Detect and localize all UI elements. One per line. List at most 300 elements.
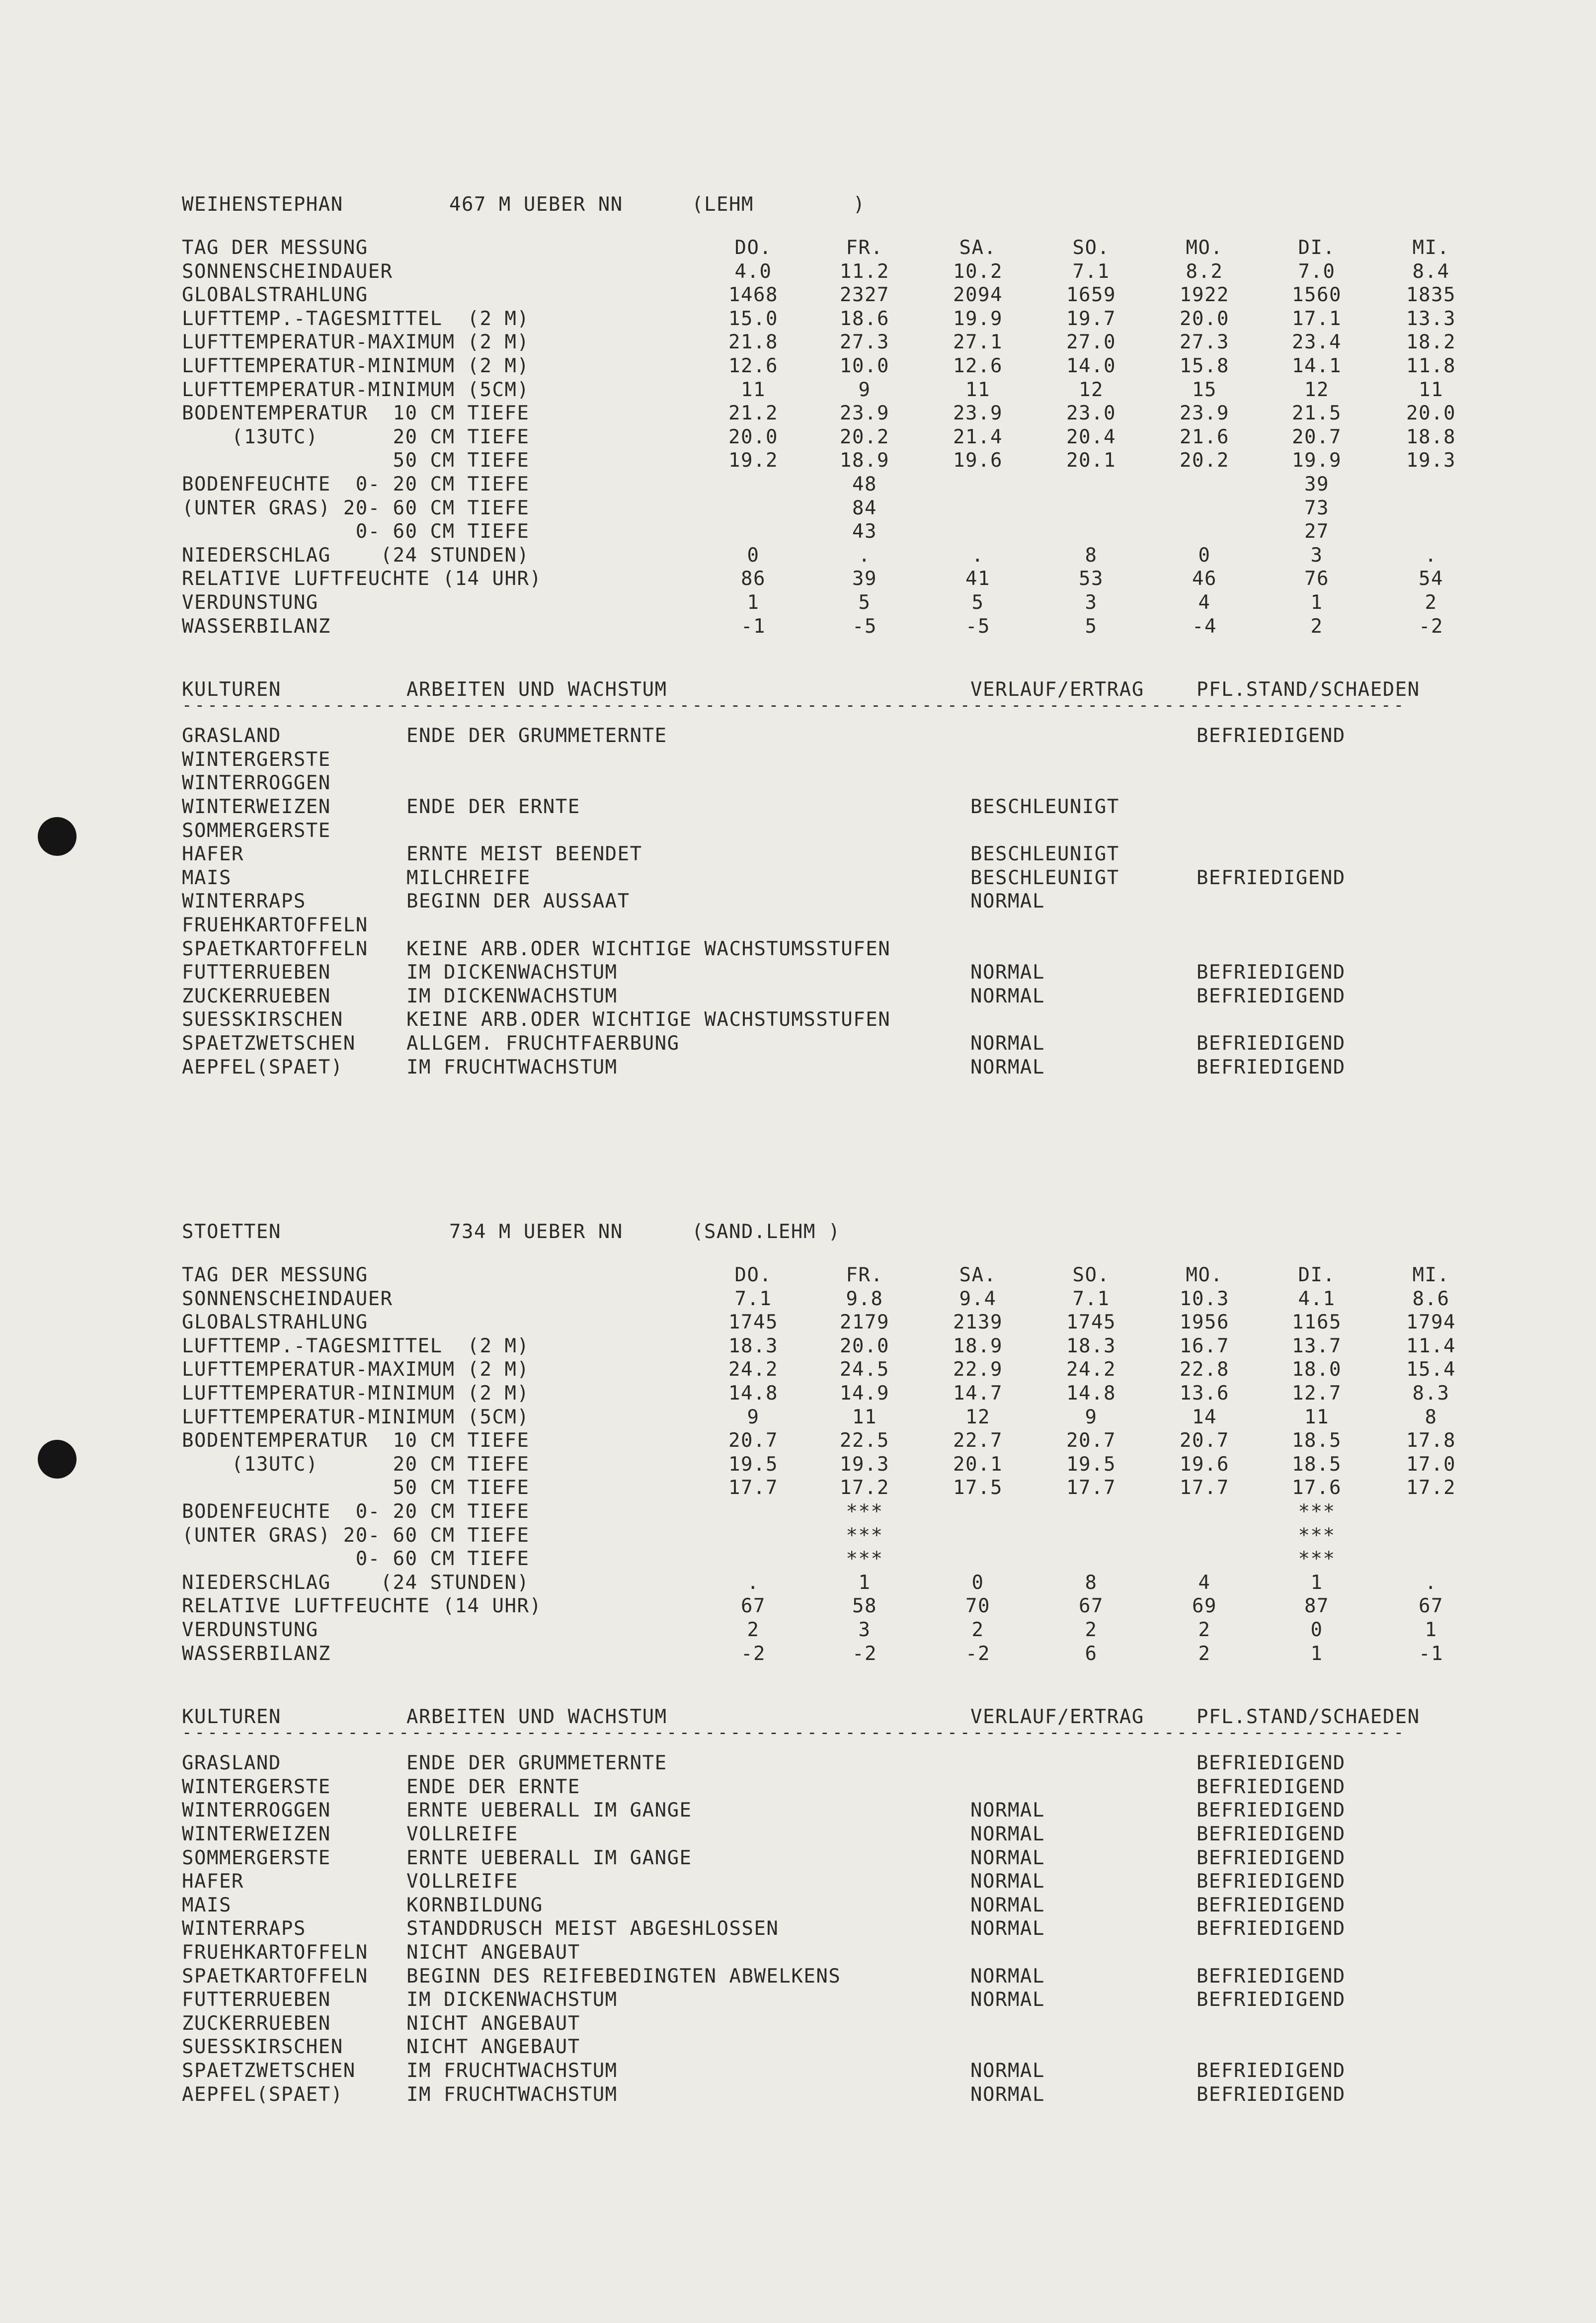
- weather-value: 4.1: [1298, 1287, 1336, 1310]
- station-name: STOETTEN: [182, 1221, 281, 1243]
- weather-row-label: VERDUNSTUNG: [182, 591, 319, 614]
- weather-value: 19.7: [1066, 307, 1116, 330]
- weather-value: 1: [1310, 1571, 1323, 1594]
- weather-value: 0: [1198, 544, 1211, 567]
- crop-name: WINTERRAPS: [182, 1917, 306, 1940]
- crop-name: FRUEHKARTOFFELN: [182, 1941, 368, 1964]
- punch-hole-icon: [38, 817, 77, 856]
- weather-value: 24.5: [840, 1358, 889, 1381]
- weather-value: 15.4: [1406, 1358, 1456, 1381]
- crop-condition: BEFRIEDIGEND: [1197, 1752, 1346, 1775]
- weather-value: 20.2: [840, 425, 889, 448]
- weather-row-label: LUFTTEMPERATUR-MINIMUM (5CM): [182, 378, 530, 401]
- weather-row-label: 50 CM TIEFE: [182, 1477, 530, 1499]
- weather-value: 3: [1310, 544, 1323, 567]
- weather-value: 17.7: [1066, 1477, 1116, 1499]
- weather-value: 1165: [1292, 1311, 1342, 1334]
- weather-value: 2179: [840, 1311, 889, 1334]
- weather-value: 11.2: [840, 260, 889, 283]
- crop-work: KEINE ARB.ODER WICHTIGE WACHSTUMSSTUFEN: [406, 937, 891, 960]
- weather-row-label: (13UTC) 20 CM TIEFE: [182, 425, 530, 448]
- weather-value: 23.9: [840, 402, 889, 425]
- weather-value: 21.8: [728, 331, 778, 354]
- weather-row-label: GLOBALSTRAHLUNG: [182, 1311, 368, 1334]
- crop-name: SPAETZWETSCHEN: [182, 1032, 356, 1055]
- weather-row-label: BODENTEMPERATUR 10 CM TIEFE: [182, 1429, 530, 1452]
- weather-value: 27.3: [840, 331, 889, 354]
- weather-row-label: (13UTC) 20 CM TIEFE: [182, 1453, 530, 1476]
- weather-value: 20.7: [1292, 425, 1342, 448]
- weather-value: -4: [1192, 615, 1217, 638]
- weather-row-label: 50 CM TIEFE: [182, 449, 530, 472]
- crop-work: NICHT ANGEBAUT: [406, 2012, 580, 2035]
- crop-condition: BEFRIEDIGEND: [1197, 1775, 1346, 1798]
- crop-course: BESCHLEUNIGT: [970, 796, 1119, 818]
- crop-work: IM DICKENWACHSTUM: [406, 1989, 618, 2011]
- weather-row-label: 0- 60 CM TIEFE: [182, 520, 530, 543]
- weather-value: ***: [1298, 1500, 1336, 1523]
- weather-value: 2: [1198, 1619, 1211, 1641]
- crop-condition: BEFRIEDIGEND: [1197, 2083, 1346, 2106]
- weather-value: 19.5: [1066, 1453, 1116, 1476]
- station-soil: (SAND.LEHM ): [692, 1221, 841, 1243]
- weather-value: 1745: [1066, 1311, 1116, 1334]
- weather-row-label: 0- 60 CM TIEFE: [182, 1548, 530, 1571]
- weather-value: 14.9: [840, 1382, 889, 1405]
- weather-value: 54: [1419, 568, 1443, 590]
- crop-condition: BEFRIEDIGEND: [1197, 1056, 1346, 1079]
- weather-value: 27: [1304, 520, 1329, 543]
- weather-value: 20.2: [1180, 449, 1229, 472]
- crop-course: NORMAL: [970, 961, 1045, 984]
- weather-row-label: (UNTER GRAS) 20- 60 CM TIEFE: [182, 1524, 530, 1547]
- weather-value: 20.7: [1180, 1429, 1229, 1452]
- weather-value: .: [858, 544, 871, 567]
- weather-value: -1: [741, 615, 766, 638]
- weather-row-label: LUFTTEMPERATUR-MINIMUM (2 M): [182, 355, 530, 377]
- crop-work: NICHT ANGEBAUT: [406, 2036, 580, 2059]
- crop-work: STANDDRUSCH MEIST ABGESHLOSSEN: [406, 1917, 779, 1940]
- crop-name: SOMMERGERSTE: [182, 819, 331, 842]
- crop-course: NORMAL: [970, 1965, 1045, 1988]
- weather-value: 7.1: [1072, 1287, 1110, 1310]
- crops-header-kulturen: KULTUREN: [182, 1706, 281, 1729]
- weather-row-label: VERDUNSTUNG: [182, 1619, 319, 1641]
- crop-name: WINTERRAPS: [182, 890, 306, 913]
- crop-name: SUESSKIRSCHEN: [182, 2036, 343, 2059]
- crop-condition: BEFRIEDIGEND: [1197, 1032, 1346, 1055]
- weather-value: 8.2: [1186, 260, 1223, 283]
- day-header: DO.: [734, 1264, 772, 1286]
- weather-value: 22.5: [840, 1429, 889, 1452]
- crop-course: NORMAL: [970, 1032, 1045, 1055]
- weather-value: 2: [1310, 615, 1323, 638]
- weather-value: 20.7: [728, 1429, 778, 1452]
- crop-work: IM DICKENWACHSTUM: [406, 985, 618, 1007]
- weather-value: 1: [1310, 591, 1323, 614]
- weather-value: 76: [1304, 568, 1329, 590]
- weather-value: 4: [1198, 591, 1211, 614]
- crop-name: SUESSKIRSCHEN: [182, 1008, 343, 1031]
- day-header: SO.: [1072, 1264, 1110, 1286]
- weather-value: 22.8: [1180, 1358, 1229, 1381]
- weather-row-label: LUFTTEMPERATUR-MINIMUM (2 M): [182, 1382, 530, 1405]
- weather-value: 14.0: [1066, 355, 1116, 377]
- crop-name: WINTERROGGEN: [182, 1799, 331, 1822]
- weather-value: 27.3: [1180, 331, 1229, 354]
- weather-value: 9: [747, 1406, 760, 1428]
- crop-work: MILCHREIFE: [406, 866, 531, 889]
- weather-value: 46: [1192, 568, 1217, 590]
- weather-value: 2: [1425, 591, 1437, 614]
- crop-course: NORMAL: [970, 985, 1045, 1007]
- crop-name: AEPFEL(SPAET): [182, 1056, 343, 1079]
- station-altitude: 467 M UEBER NN: [449, 193, 623, 216]
- weather-value: 1745: [728, 1311, 778, 1334]
- weather-value: 8.6: [1412, 1287, 1450, 1310]
- weather-row-label: NIEDERSCHLAG (24 STUNDEN): [182, 544, 530, 567]
- weather-value: 8: [1085, 1571, 1098, 1594]
- weather-value: -1: [1419, 1642, 1443, 1665]
- crop-condition: BEFRIEDIGEND: [1197, 725, 1346, 747]
- weather-value: 2094: [953, 284, 1003, 307]
- weather-value: 43: [852, 520, 877, 543]
- crop-course: NORMAL: [970, 1917, 1045, 1940]
- weather-value: 17.0: [1406, 1453, 1456, 1476]
- crop-name: FUTTERRUEBEN: [182, 1989, 331, 2011]
- weather-value: 17.7: [1180, 1477, 1229, 1499]
- weather-value: .: [747, 1571, 760, 1594]
- weather-value: 19.9: [1292, 449, 1342, 472]
- weather-value: 0: [1310, 1619, 1323, 1641]
- weather-value: 67: [1419, 1595, 1443, 1618]
- crop-work: ENDE DER ERNTE: [406, 796, 580, 818]
- weather-value: 11: [1419, 378, 1443, 401]
- weather-value: 15.0: [728, 307, 778, 330]
- crop-condition: BEFRIEDIGEND: [1197, 866, 1346, 889]
- weather-row-label: SONNENSCHEINDAUER: [182, 260, 393, 283]
- weather-value: 20.7: [1066, 1429, 1116, 1452]
- weather-value: 11: [965, 378, 990, 401]
- weather-value: 14.8: [728, 1382, 778, 1405]
- weather-value: 18.3: [1066, 1334, 1116, 1357]
- day-header: SA.: [959, 237, 997, 259]
- weather-value: 2: [1085, 1619, 1098, 1641]
- weather-value: 21.6: [1180, 425, 1229, 448]
- weather-value: 19.2: [728, 449, 778, 472]
- weather-value: 10.2: [953, 260, 1003, 283]
- crops-separator: ------------------------------------------------------------------------------------------------: [182, 695, 1407, 716]
- weather-value: 4.0: [734, 260, 772, 283]
- weather-value: 17.5: [953, 1477, 1003, 1499]
- day-header: SO.: [1072, 237, 1110, 259]
- weather-value: 9: [1085, 1406, 1098, 1428]
- day-header: DI.: [1298, 237, 1336, 259]
- weather-value: 27.0: [1066, 331, 1116, 354]
- crop-condition: BEFRIEDIGEND: [1197, 985, 1346, 1007]
- measurement-day-label: TAG DER MESSUNG: [182, 1264, 368, 1286]
- weather-value: 48: [852, 473, 877, 496]
- weather-value: 7.0: [1298, 260, 1336, 283]
- weather-value: 15.8: [1180, 355, 1229, 377]
- crop-work: VOLLREIFE: [406, 1823, 518, 1845]
- crop-work: BEGINN DER AUSSAAT: [406, 890, 630, 913]
- weather-value: 4: [1198, 1571, 1211, 1594]
- crop-course: NORMAL: [970, 890, 1045, 913]
- weather-row-label: BODENTEMPERATUR 10 CM TIEFE: [182, 402, 530, 425]
- weather-value: 14: [1192, 1406, 1217, 1428]
- crops-header-arbeiten: ARBEITEN UND WACHSTUM: [406, 678, 667, 701]
- weather-value: .: [1425, 544, 1437, 567]
- crop-name: WINTERGERSTE: [182, 748, 331, 771]
- weather-value: 11.8: [1406, 355, 1456, 377]
- weather-row-label: GLOBALSTRAHLUNG: [182, 284, 368, 307]
- weather-value: 19.5: [728, 1453, 778, 1476]
- weather-value: 19.3: [1406, 449, 1456, 472]
- weather-value: 12.6: [728, 355, 778, 377]
- crop-course: NORMAL: [970, 2060, 1045, 2082]
- weather-value: -2: [1419, 615, 1443, 638]
- crop-name: WINTERROGGEN: [182, 772, 331, 795]
- crop-work: IM FRUCHTWACHSTUM: [406, 1056, 618, 1079]
- weather-value: 12: [1079, 378, 1104, 401]
- weather-value: 20.0: [1180, 307, 1229, 330]
- weather-row-label: LUFTTEMPERATUR-MINIMUM (5CM): [182, 1406, 530, 1428]
- weather-value: 6: [1085, 1642, 1098, 1665]
- weather-row-label: LUFTTEMP.-TAGESMITTEL (2 M): [182, 307, 530, 330]
- crops-header-verlauf: VERLAUF/ERTRAG: [970, 678, 1144, 701]
- weather-value: 20.1: [1066, 449, 1116, 472]
- weather-value: 20.1: [953, 1453, 1003, 1476]
- station-altitude: 734 M UEBER NN: [449, 1221, 623, 1243]
- weather-value: 18.0: [1292, 1358, 1342, 1381]
- crop-condition: BEFRIEDIGEND: [1197, 1917, 1346, 1940]
- weather-value: 11: [741, 378, 766, 401]
- weather-value: 14.8: [1066, 1382, 1116, 1405]
- station-name: WEIHENSTEPHAN: [182, 193, 343, 216]
- weather-value: 20.0: [840, 1334, 889, 1357]
- weather-value: 8.3: [1412, 1382, 1450, 1405]
- crop-name: FUTTERRUEBEN: [182, 961, 331, 984]
- crops-header-stand: PFL.STAND/SCHAEDEN: [1197, 1706, 1420, 1729]
- weather-value: 16.7: [1180, 1334, 1229, 1357]
- weather-value: -2: [741, 1642, 766, 1665]
- weather-value: 53: [1079, 568, 1104, 590]
- weather-value: 18.2: [1406, 331, 1456, 354]
- crop-course: BESCHLEUNIGT: [970, 843, 1119, 866]
- weather-value: 39: [1304, 473, 1329, 496]
- crop-work: BEGINN DES REIFEBEDINGTEN ABWELKENS: [406, 1965, 841, 1988]
- crop-name: SPAETKARTOFFELN: [182, 1965, 368, 1988]
- crop-course: NORMAL: [970, 1846, 1045, 1869]
- station-soil: (LEHM ): [692, 193, 866, 216]
- weather-row-label: LUFTTEMPERATUR-MAXIMUM (2 M): [182, 331, 530, 354]
- weather-value: 23.9: [1180, 402, 1229, 425]
- weather-value: ***: [846, 1548, 883, 1571]
- weather-value: 18.9: [840, 449, 889, 472]
- day-header: MI.: [1412, 1264, 1450, 1286]
- measurement-day-label: TAG DER MESSUNG: [182, 237, 368, 259]
- crops-header-verlauf: VERLAUF/ERTRAG: [970, 1706, 1144, 1729]
- crop-condition: BEFRIEDIGEND: [1197, 2060, 1346, 2082]
- day-header: DI.: [1298, 1264, 1336, 1286]
- weather-value: 73: [1304, 497, 1329, 519]
- weather-value: 58: [852, 1595, 877, 1618]
- weather-value: 22.9: [953, 1358, 1003, 1381]
- weather-value: 19.6: [953, 449, 1003, 472]
- weather-value: 22.7: [953, 1429, 1003, 1452]
- weather-value: 18.6: [840, 307, 889, 330]
- weather-value: 3: [858, 1619, 871, 1641]
- weather-value: 17.8: [1406, 1429, 1456, 1452]
- day-header: FR.: [846, 237, 883, 259]
- crop-work: ERNTE UEBERALL IM GANGE: [406, 1799, 692, 1822]
- crop-name: AEPFEL(SPAET): [182, 2083, 343, 2106]
- weather-value: 20.0: [728, 425, 778, 448]
- weather-value: 18.5: [1292, 1453, 1342, 1476]
- weather-value: 19.3: [840, 1453, 889, 1476]
- weather-value: -5: [965, 615, 990, 638]
- day-header: SA.: [959, 1264, 997, 1286]
- weather-value: 2139: [953, 1311, 1003, 1334]
- weather-value: 1: [747, 591, 760, 614]
- crop-work: IM FRUCHTWACHSTUM: [406, 2060, 618, 2082]
- crop-work: ERNTE MEIST BEENDET: [406, 843, 642, 866]
- weather-value: 18.9: [953, 1334, 1003, 1357]
- weather-value: 23.4: [1292, 331, 1342, 354]
- weather-value: 11: [1304, 1406, 1329, 1428]
- crop-work: IM DICKENWACHSTUM: [406, 961, 618, 984]
- weather-value: 86: [741, 568, 766, 590]
- crop-name: HAFER: [182, 843, 244, 866]
- weather-value: 87: [1304, 1595, 1329, 1618]
- crop-course: BESCHLEUNIGT: [970, 866, 1119, 889]
- weather-row-label: NIEDERSCHLAG (24 STUNDEN): [182, 1571, 530, 1594]
- crop-course: NORMAL: [970, 1894, 1045, 1916]
- crop-name: SPAETZWETSCHEN: [182, 2060, 356, 2082]
- weather-value: .: [1425, 1571, 1437, 1594]
- weather-value: 18.8: [1406, 425, 1456, 448]
- weather-value: 17.2: [1406, 1477, 1456, 1499]
- weather-value: -2: [965, 1642, 990, 1665]
- crop-work: ENDE DER GRUMMETERNTE: [406, 1752, 667, 1775]
- weather-value: 17.2: [840, 1477, 889, 1499]
- weather-value: 67: [741, 1595, 766, 1618]
- crops-header-arbeiten: ARBEITEN UND WACHSTUM: [406, 1706, 667, 1729]
- weather-value: 18.3: [728, 1334, 778, 1357]
- weather-value: 1468: [728, 284, 778, 307]
- weather-row-label: LUFTTEMPERATUR-MAXIMUM (2 M): [182, 1358, 530, 1381]
- weather-value: 39: [852, 568, 877, 590]
- weather-value: 8: [1425, 1406, 1437, 1428]
- crop-work: KORNBILDUNG: [406, 1894, 543, 1916]
- crop-condition: BEFRIEDIGEND: [1197, 1989, 1346, 2011]
- weather-value: 84: [852, 497, 877, 519]
- crop-name: FRUEHKARTOFFELN: [182, 914, 368, 936]
- crop-name: SPAETKARTOFFELN: [182, 937, 368, 960]
- weather-value: 5: [858, 591, 871, 614]
- weather-value: 10.3: [1180, 1287, 1229, 1310]
- weather-value: 1560: [1292, 284, 1342, 307]
- weather-row-label: WASSERBILANZ: [182, 1642, 331, 1665]
- weather-value: 13.7: [1292, 1334, 1342, 1357]
- weather-value: 41: [965, 568, 990, 590]
- weather-row-label: BODENFEUCHTE 0- 20 CM TIEFE: [182, 1500, 530, 1523]
- weather-value: 70: [965, 1595, 990, 1618]
- weather-value: 67: [1079, 1595, 1104, 1618]
- weather-value: 2: [1198, 1642, 1211, 1665]
- weather-value: 1956: [1180, 1311, 1229, 1334]
- weather-value: 7.1: [734, 1287, 772, 1310]
- weather-value: 8.4: [1412, 260, 1450, 283]
- weather-value: 21.5: [1292, 402, 1342, 425]
- weather-value: 18.5: [1292, 1429, 1342, 1452]
- weather-value: 5: [971, 591, 984, 614]
- weather-row-label: (UNTER GRAS) 20- 60 CM TIEFE: [182, 497, 530, 519]
- weather-row-label: WASSERBILANZ: [182, 615, 331, 638]
- crop-name: WINTERWEIZEN: [182, 796, 331, 818]
- weather-value: 8: [1085, 544, 1098, 567]
- crop-condition: BEFRIEDIGEND: [1197, 1870, 1346, 1893]
- crop-course: NORMAL: [970, 2083, 1045, 2106]
- weather-value: 5: [1085, 615, 1098, 638]
- weather-value: 1794: [1406, 1311, 1456, 1334]
- weather-value: 0: [747, 544, 760, 567]
- crop-name: MAIS: [182, 866, 232, 889]
- weather-row-label: SONNENSCHEINDAUER: [182, 1287, 393, 1310]
- weather-value: 0: [971, 1571, 984, 1594]
- crops-header-stand: PFL.STAND/SCHAEDEN: [1197, 678, 1420, 701]
- crop-course: NORMAL: [970, 1989, 1045, 2011]
- weather-value: 24.2: [728, 1358, 778, 1381]
- weather-row-label: RELATIVE LUFTFEUCHTE (14 UHR): [182, 568, 542, 590]
- crop-course: NORMAL: [970, 1823, 1045, 1845]
- crops-separator: ------------------------------------------------------------------------------------------------: [182, 1723, 1407, 1743]
- weather-value: 69: [1192, 1595, 1217, 1618]
- weather-value: 1: [1425, 1619, 1437, 1641]
- weather-value: 13.3: [1406, 307, 1456, 330]
- crop-condition: BEFRIEDIGEND: [1197, 961, 1346, 984]
- weather-value: 1: [858, 1571, 871, 1594]
- day-header: MO.: [1186, 237, 1223, 259]
- weather-value: 2: [747, 1619, 760, 1641]
- weather-value: 9.4: [959, 1287, 997, 1310]
- weather-value: .: [971, 544, 984, 567]
- crop-name: WINTERGERSTE: [182, 1775, 331, 1798]
- crop-name: GRASLAND: [182, 725, 281, 747]
- weather-value: 13.6: [1180, 1382, 1229, 1405]
- crop-work: IM FRUCHTWACHSTUM: [406, 2083, 618, 2106]
- weather-value: 17.1: [1292, 307, 1342, 330]
- weather-value: -5: [852, 615, 877, 638]
- weather-row-label: BODENFEUCHTE 0- 20 CM TIEFE: [182, 473, 530, 496]
- crop-name: SOMMERGERSTE: [182, 1846, 331, 1869]
- weather-value: 20.4: [1066, 425, 1116, 448]
- crop-work: ENDE DER GRUMMETERNTE: [406, 725, 667, 747]
- weather-value: 24.2: [1066, 1358, 1116, 1381]
- crops-header-kulturen: KULTUREN: [182, 678, 281, 701]
- weather-value: 12.7: [1292, 1382, 1342, 1405]
- day-header: MI.: [1412, 237, 1450, 259]
- weather-value: 20.0: [1406, 402, 1456, 425]
- weather-value: ***: [1298, 1548, 1336, 1571]
- crop-course: NORMAL: [970, 1056, 1045, 1079]
- crop-name: HAFER: [182, 1870, 244, 1893]
- weather-row-label: LUFTTEMP.-TAGESMITTEL (2 M): [182, 1334, 530, 1357]
- crop-course: NORMAL: [970, 1870, 1045, 1893]
- weather-value: 23.0: [1066, 402, 1116, 425]
- weather-value: 23.9: [953, 402, 1003, 425]
